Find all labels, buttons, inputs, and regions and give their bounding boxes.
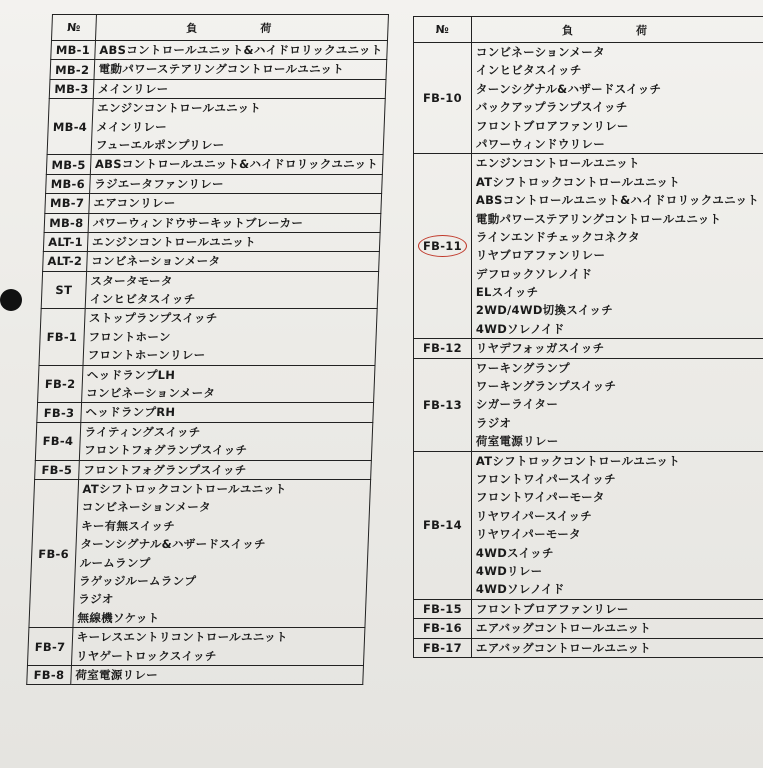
table-row bbox=[414, 43, 763, 154]
load-item: フロントフォグランプスイッチ bbox=[82, 462, 247, 477]
fuse-number-label: ALT-1 bbox=[47, 235, 84, 250]
fuse-number-label: FB-6 bbox=[38, 546, 70, 561]
fuse-number-label: FB-1 bbox=[46, 330, 78, 345]
load-item: ATシフトロックコントロールユニット bbox=[82, 481, 287, 496]
fuse-number-label: FB-7 bbox=[34, 639, 66, 654]
header-no: № bbox=[414, 17, 472, 43]
load-item: エンジンコントロールユニット bbox=[91, 234, 257, 249]
load-item: リヤワイパーモータ bbox=[475, 527, 581, 542]
load-item: リヤデフォッガスイッチ bbox=[475, 341, 605, 356]
table-row bbox=[49, 79, 386, 98]
load-cell bbox=[471, 638, 763, 657]
fuse-number bbox=[50, 60, 95, 79]
fuse-number bbox=[45, 194, 90, 213]
load-item: ストップランプスイッチ bbox=[88, 311, 218, 326]
load-item: リヤブロアファンリレー bbox=[475, 248, 606, 263]
fuse-number-label: ALT-2 bbox=[47, 254, 83, 269]
fuse-number bbox=[43, 232, 88, 251]
load-item: ABSコントロールユニット&ハイドロリックユニット bbox=[475, 193, 760, 208]
circled-fuse-number: FB-11 bbox=[418, 235, 467, 257]
fuse-number-label: MB-7 bbox=[49, 196, 85, 211]
fuse-number-label: MB-8 bbox=[48, 215, 84, 230]
table-row bbox=[27, 628, 364, 666]
fuse-number bbox=[29, 479, 78, 627]
table-row bbox=[37, 403, 374, 422]
load-item: フロントワイパースイッチ bbox=[475, 471, 616, 486]
table-row bbox=[45, 194, 382, 213]
table-row bbox=[35, 460, 372, 479]
load-cell bbox=[86, 252, 379, 271]
load-cell bbox=[471, 358, 763, 451]
load-item: フロントホーン bbox=[88, 329, 172, 344]
load-item: 無線機ソケット bbox=[77, 610, 160, 625]
load-cell bbox=[88, 213, 381, 232]
fuse-number-label: FB-3 bbox=[43, 405, 75, 420]
load-item: ターンシグナル&ハザードスイッチ bbox=[80, 537, 267, 552]
fuse-number bbox=[414, 154, 472, 339]
load-item: 4WDスイッチ bbox=[475, 545, 554, 560]
load-cell bbox=[471, 154, 763, 339]
fuse-number bbox=[43, 252, 88, 271]
punch-hole bbox=[0, 289, 22, 311]
table-row bbox=[414, 154, 763, 339]
fuse-number-label: FB-4 bbox=[42, 434, 74, 449]
fuse-number bbox=[41, 271, 86, 309]
table-row bbox=[414, 451, 763, 599]
fuse-number bbox=[49, 79, 94, 98]
header-load: 負 荷 bbox=[95, 15, 388, 41]
table-row bbox=[38, 365, 375, 403]
table-row bbox=[414, 358, 763, 451]
table-row bbox=[47, 99, 385, 155]
load-item: 電動パワーステアリングコントロールユニット bbox=[98, 62, 345, 77]
table-row bbox=[44, 213, 381, 232]
fuse-number bbox=[27, 665, 72, 684]
load-item: ヘッドランプRH bbox=[85, 405, 176, 420]
fuse-number bbox=[414, 43, 472, 154]
load-item: ABSコントロールユニット&ハイドロリックユニット bbox=[99, 43, 383, 57]
header-no: № bbox=[51, 15, 96, 41]
fuse-number-label: FB-13 bbox=[423, 397, 462, 412]
load-cell bbox=[95, 41, 388, 60]
load-cell bbox=[471, 43, 763, 154]
load-cell bbox=[471, 451, 763, 599]
load-item: フロントワイパーモータ bbox=[475, 490, 605, 505]
load-cell bbox=[73, 479, 371, 627]
load-item: 4WDソレノイド bbox=[475, 321, 565, 336]
load-item: キー有無スイッチ bbox=[80, 518, 176, 533]
fuse-number-label: MB-2 bbox=[54, 62, 90, 77]
load-item: エアコンリレー bbox=[93, 196, 176, 211]
load-item: デフロックソレノイド bbox=[475, 266, 593, 281]
load-item: ラジオ bbox=[78, 592, 114, 607]
load-item: コンビネーションメータ bbox=[475, 45, 605, 59]
fuse-number bbox=[414, 638, 472, 657]
table-row bbox=[414, 599, 763, 618]
load-item: ライティングスイッチ bbox=[84, 424, 201, 439]
table-row bbox=[414, 619, 763, 638]
load-item: ラゲッジルームランプ bbox=[78, 573, 197, 588]
load-cell bbox=[71, 628, 365, 666]
fuse-number bbox=[51, 41, 96, 60]
load-item: コンビネーションメータ bbox=[90, 254, 221, 269]
load-item: エンジンコントロールユニット bbox=[96, 101, 262, 116]
load-item: エアバッグコントロールユニット bbox=[475, 640, 652, 655]
table-row bbox=[46, 155, 383, 174]
table-row bbox=[51, 41, 388, 60]
table-row bbox=[43, 252, 380, 271]
load-item: フロントブロアファンリレー bbox=[475, 601, 629, 616]
load-item: フューエルポンプリレー bbox=[95, 137, 225, 152]
load-item: スタータモータ bbox=[90, 273, 173, 288]
fuse-number-label: MB-4 bbox=[52, 119, 88, 134]
load-item: バックアップランプスイッチ bbox=[475, 100, 628, 115]
fuse-number-label: FB-2 bbox=[44, 377, 76, 392]
load-item: ワーキングランプスイッチ bbox=[475, 379, 617, 394]
fuse-number bbox=[39, 309, 85, 365]
fuse-number-label: FB-16 bbox=[423, 621, 462, 636]
load-item: リヤワイパースイッチ bbox=[475, 508, 593, 523]
load-item: フロントブロアファンリレー bbox=[475, 118, 629, 133]
table-row bbox=[35, 422, 372, 460]
load-item: ルームランプ bbox=[79, 555, 151, 570]
load-item: パワーウィンドウサーキットブレーカー bbox=[92, 215, 304, 230]
load-item: 2WD/4WD切換スイッチ bbox=[475, 303, 614, 318]
fuse-number-label: FB-8 bbox=[33, 668, 65, 683]
fuse-load-table-right bbox=[413, 16, 763, 658]
load-cell bbox=[89, 194, 382, 213]
load-item: エンジンコントロールユニット bbox=[475, 156, 640, 171]
load-cell bbox=[78, 460, 371, 479]
load-item: ラジエータファンリレー bbox=[93, 176, 225, 191]
load-item: ヘッドランプLH bbox=[86, 367, 176, 382]
fuse-number bbox=[46, 174, 91, 193]
load-item: インヒビタスイッチ bbox=[475, 63, 582, 78]
fuse-number bbox=[47, 99, 93, 155]
load-cell bbox=[89, 174, 382, 193]
load-item: コンビネーションメータ bbox=[85, 386, 216, 401]
load-item: ラインエンドチェックコネクタ bbox=[475, 229, 640, 244]
table-row bbox=[414, 638, 763, 657]
fuse-number bbox=[414, 358, 472, 451]
table-row bbox=[27, 665, 364, 684]
header-load: 負 荷 bbox=[471, 17, 763, 43]
fuse-number bbox=[44, 213, 89, 232]
load-cell bbox=[90, 155, 383, 174]
load-item: 荷室電源リレー bbox=[75, 667, 159, 682]
load-item: メインリレー bbox=[96, 119, 168, 134]
table-row bbox=[29, 479, 371, 627]
load-cell bbox=[81, 365, 375, 403]
fuse-number bbox=[27, 628, 72, 666]
load-cell bbox=[79, 422, 373, 460]
fuse-number-label: MB-5 bbox=[51, 157, 86, 172]
table-row bbox=[43, 232, 380, 251]
load-item: フロントホーンリレー bbox=[87, 348, 206, 363]
load-cell bbox=[93, 79, 386, 98]
table-row bbox=[39, 309, 377, 365]
load-item: キーレスエントリコントロールユニット bbox=[76, 630, 289, 645]
table-row bbox=[46, 174, 383, 193]
load-item: インヒビタスイッチ bbox=[89, 292, 196, 307]
fuse-number bbox=[37, 403, 82, 422]
load-item: コンビネーションメータ bbox=[81, 500, 212, 515]
load-cell bbox=[471, 339, 763, 358]
load-item: ターンシグナル&ハザードスイッチ bbox=[475, 81, 662, 96]
fuse-number-label: FB-17 bbox=[423, 640, 462, 655]
load-item: ABSコントロールユニット&ハイドロリックユニット bbox=[94, 157, 379, 172]
load-item: ラジオ bbox=[475, 415, 512, 430]
fuse-number-label: MB-6 bbox=[50, 176, 86, 191]
load-item: フロントフォグランプスイッチ bbox=[83, 443, 248, 458]
table-row bbox=[414, 339, 763, 358]
fuse-number bbox=[35, 422, 80, 460]
fuse-number-label: MB-3 bbox=[54, 81, 89, 96]
table-header-row bbox=[51, 15, 388, 41]
fuse-load-table-left bbox=[26, 14, 389, 685]
fuse-number bbox=[414, 339, 472, 358]
load-cell bbox=[87, 232, 380, 251]
load-item: 電動パワーステアリングコントロールユニット bbox=[475, 211, 722, 226]
load-item: 4WDリレー bbox=[475, 563, 543, 578]
load-item: ELスイッチ bbox=[475, 285, 539, 300]
load-cell bbox=[81, 403, 374, 422]
load-cell bbox=[70, 665, 363, 684]
load-item: ワーキングランプ bbox=[475, 360, 570, 375]
table-header-row bbox=[414, 17, 763, 43]
fuse-number bbox=[414, 451, 472, 599]
load-item: 4WDソレノイド bbox=[475, 582, 565, 597]
fuse-number bbox=[35, 460, 80, 479]
fuse-number-label: FB-5 bbox=[41, 462, 73, 477]
fuse-number-label: FB-10 bbox=[423, 91, 462, 106]
load-item: メインリレー bbox=[97, 81, 169, 96]
load-cell bbox=[91, 99, 385, 155]
load-item: ATシフトロックコントロールユニット bbox=[475, 174, 681, 189]
fuse-number-label: FB-12 bbox=[423, 341, 462, 356]
load-item: ATシフトロックコントロールユニット bbox=[475, 453, 681, 468]
load-cell bbox=[471, 619, 763, 638]
fuse-number bbox=[38, 365, 83, 403]
load-item: エアバッグコントロールユニット bbox=[475, 621, 652, 636]
table-row bbox=[41, 271, 378, 309]
fuse-number-label: ST bbox=[55, 283, 73, 298]
fuse-number-label: MB-1 bbox=[55, 43, 91, 58]
load-item: パワーウィンドウリレー bbox=[475, 136, 606, 151]
load-cell bbox=[83, 309, 377, 365]
load-item: シガーライター bbox=[475, 397, 559, 412]
table-row bbox=[50, 60, 387, 79]
fuse-number bbox=[414, 599, 472, 618]
load-cell bbox=[471, 599, 763, 618]
fuse-number bbox=[414, 619, 472, 638]
fuse-number bbox=[46, 155, 91, 174]
fuse-number-label: FB-14 bbox=[423, 518, 462, 533]
load-cell bbox=[85, 271, 379, 309]
load-item: 荷室電源リレー bbox=[475, 434, 559, 449]
load-cell bbox=[94, 60, 387, 79]
load-item: リヤゲートロックスイッチ bbox=[75, 648, 217, 663]
fuse-number-label: FB-15 bbox=[423, 601, 462, 616]
